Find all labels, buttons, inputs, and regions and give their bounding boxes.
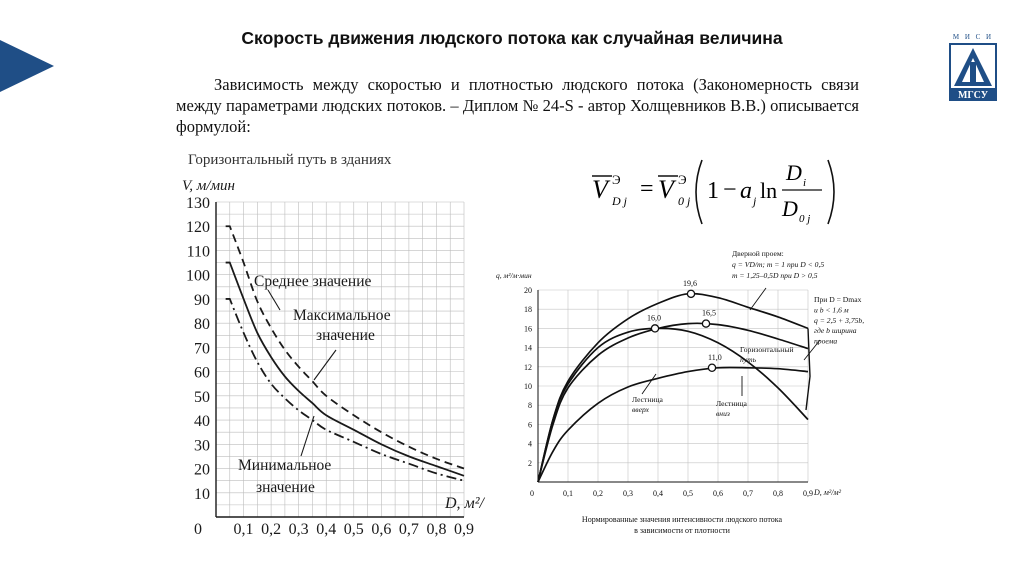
rhs-symbol: V <box>658 175 674 204</box>
x-tick-label: 0,1 <box>233 521 254 538</box>
peak-marker <box>687 290 694 297</box>
origin-label: 0 <box>194 521 202 538</box>
y-tick-label: 100 <box>186 267 210 285</box>
x-tick-label: 0,8 <box>773 489 783 498</box>
formula-den-sub: 0 j <box>799 213 811 225</box>
leader-stairs-up <box>642 374 656 394</box>
series-line-3 <box>538 367 808 482</box>
annotation-door: q = VD/m; m = 1 при D < 0,5 <box>732 260 825 269</box>
y-tick-label: 20 <box>524 286 532 295</box>
x-tick-label: 0,5 <box>683 489 693 498</box>
x-tick-label: 0,8 <box>426 521 447 538</box>
velocity-formula <box>590 150 850 230</box>
y-tick-label: 12 <box>524 362 532 372</box>
x-tick-label: 0,5 <box>343 521 364 538</box>
x-tick-label: 0,9 <box>454 521 474 538</box>
x-tick-label: 0,3 <box>623 489 633 498</box>
annotation-stairs-down: вниз <box>716 409 730 418</box>
annotation-min-1: Минимальное <box>238 457 332 474</box>
peak-marker <box>708 364 715 371</box>
chart-title: Горизонтальный путь в зданиях <box>188 152 392 168</box>
chart-caption-1: Нормированные значения интенсивности людского потока <box>581 515 783 524</box>
formula-den: D <box>782 196 798 221</box>
formula-coef-sub: j <box>753 194 757 208</box>
annotation-crowd: проема <box>814 336 838 346</box>
slide-title: Скорость движения людского потока как случайная величина <box>241 28 783 48</box>
y-axis-label: q, м²/м·мин <box>496 271 532 280</box>
x-axis-label: D, м²/м² <box>814 488 842 497</box>
peak-marker <box>702 320 709 327</box>
x-tick-label: 0,2 <box>593 489 603 498</box>
y-tick-label: 110 <box>186 243 210 261</box>
annotation-door: m = 1,25–0,5D при D > 0,5 <box>732 271 818 280</box>
annotation-min-2: значение <box>256 479 315 496</box>
x-tick-label: 0,1 <box>563 489 573 498</box>
logo-text: МГСУ <box>957 90 989 101</box>
annotation-mean: Среднее значение <box>254 273 372 290</box>
y-tick-label: 60 <box>194 364 210 382</box>
y-tick-label: 10 <box>524 382 532 391</box>
peak-label: 19,6 <box>683 278 697 288</box>
x-axis-label: D, м²/ <box>444 495 484 512</box>
annotation-stairs-up: вверх <box>632 405 649 414</box>
y-tick-label: 80 <box>194 316 210 334</box>
leader-mean <box>268 290 280 310</box>
x-tick-label: 0,7 <box>398 521 419 538</box>
lhs-sub: D j <box>612 194 627 208</box>
y-tick-label: 6 <box>528 420 532 430</box>
peak-label: 16,0 <box>647 313 661 323</box>
rhs-sub: 0 j <box>678 194 691 208</box>
y-tick-label: 130 <box>186 195 210 212</box>
y-tick-label: 20 <box>194 461 210 479</box>
y-tick-label: 90 <box>194 291 210 309</box>
annotation-crowd: При D = Dmax <box>814 295 862 304</box>
x-tick-label: 0,6 <box>713 489 723 498</box>
formula-one: 1 <box>707 178 719 204</box>
x-tick-label: 0,9 <box>803 489 813 498</box>
y-tick-label: 2 <box>528 458 532 468</box>
x-tick-label: 0,3 <box>288 521 309 538</box>
annotation-horizontal: Горизонтальный <box>740 345 794 354</box>
formula-coef: a <box>740 178 752 204</box>
lhs-sup: Э <box>612 172 621 187</box>
velocity-density-chart <box>176 150 486 540</box>
leader-min <box>301 416 314 456</box>
y-tick-label: 10 <box>194 485 210 503</box>
y-tick-label: 30 <box>194 437 210 455</box>
formula-minus: − <box>723 177 737 203</box>
y-tick-label: 120 <box>186 219 210 237</box>
lhs-symbol: V <box>592 175 608 204</box>
annotation-max-2: значение <box>316 327 375 344</box>
y-tick-label: 14 <box>524 343 532 353</box>
leader-max <box>314 350 336 380</box>
y-tick-label: 40 <box>194 413 210 431</box>
intro-paragraph <box>176 74 859 137</box>
annotation-stairs-down: Лестница <box>716 399 747 408</box>
y-tick-label: 16 <box>524 324 532 334</box>
formula-num-sub: i <box>803 177 807 189</box>
x-tick-label: 0,2 <box>261 521 282 538</box>
peak-label: 11,0 <box>708 352 722 362</box>
leader-door <box>750 288 766 310</box>
y-tick-label: 50 <box>194 388 210 406</box>
annotation-crowd: где b ширина <box>814 326 857 336</box>
y-tick-label: 18 <box>524 305 532 315</box>
y-tick-label: 4 <box>528 439 532 449</box>
annotation-horizontal: путь <box>740 355 757 364</box>
origin-label: 0 <box>530 489 534 498</box>
annotation-stairs-up: Лестница <box>632 395 663 404</box>
annotation-door: Дверной проем: <box>732 249 784 258</box>
x-tick-label: 0,7 <box>743 489 753 498</box>
x-tick-label: 0,6 <box>371 521 392 538</box>
x-tick-label: 0,4 <box>653 489 663 498</box>
annotation-max-1: Максимальное <box>293 307 391 324</box>
annotation-crowd: и b < 1,6 м <box>814 305 849 315</box>
peak-label: 16,5 <box>702 308 716 318</box>
leader-crowd <box>804 340 820 360</box>
svg-text:=: = <box>640 176 654 202</box>
y-axis-label: V, м/мин <box>182 178 235 194</box>
y-tick-label: 8 <box>528 401 532 411</box>
rhs-sup: Э <box>678 172 687 187</box>
chart-caption-2: в зависимости от плотности <box>634 526 730 535</box>
x-tick-label: 0,4 <box>316 521 337 538</box>
series-line-0 <box>538 294 808 482</box>
formula-num: D <box>786 160 802 185</box>
y-tick-label: 70 <box>194 340 210 358</box>
formula-ln: ln <box>760 178 778 203</box>
annotation-crowd: q = 2,5 + 3,75b, <box>814 315 865 325</box>
logo-letters: М И С И <box>952 33 994 41</box>
peak-marker <box>651 325 658 332</box>
intensity-density-chart <box>492 244 892 544</box>
intro-text: Зависимость между скоростью и плотностью людского потока (Закономерность связи между параметрами людских потоков. – Диплом № 24-S - автор Холщевников В.В.) описывается формулой: <box>176 75 859 136</box>
